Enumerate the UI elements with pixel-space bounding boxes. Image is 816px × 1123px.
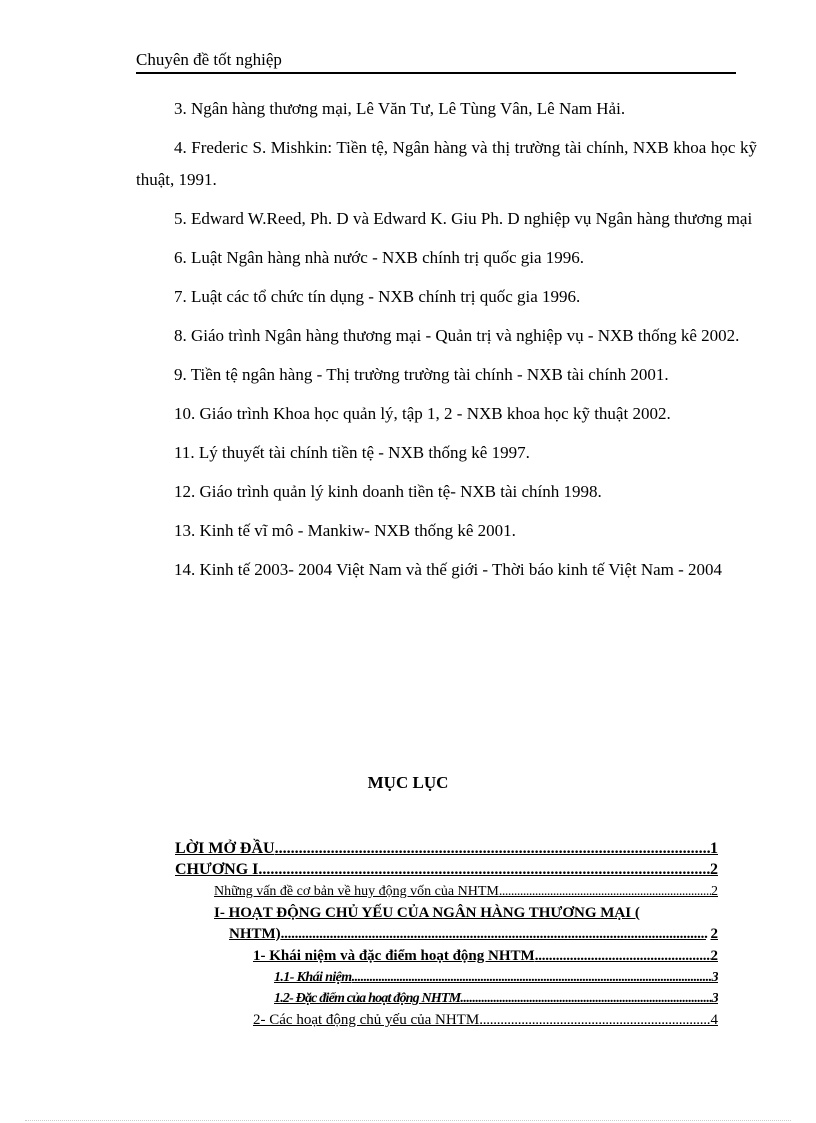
toc-entry[interactable] xyxy=(175,859,718,880)
reference-item: 6. Luật Ngân hàng nhà nước - NXB chính trị quốc gia 1996. xyxy=(174,248,585,267)
toc-entry-label: 1- Khái niệm và đặc điểm hoạt động NHTM xyxy=(253,948,535,964)
toc-entry-page: 1 xyxy=(710,840,718,857)
reference-list xyxy=(136,93,757,593)
reference-item: 5. Edward W.Reed, Ph. D và Edward K. Giu Ph. D nghiệp vụ Ngân hàng thương mại xyxy=(174,209,753,228)
toc-leader xyxy=(258,859,710,880)
reference-item: 12. Giáo trình quản lý kinh doanh tiền tệ- NXB tài chính 1998. xyxy=(174,482,602,501)
toc-entry-label: 1.2- Đặc điểm của hoạt động NHTM xyxy=(274,991,461,1006)
toc-leader xyxy=(460,988,711,1009)
reference-item: 10. Giáo trình Khoa học quản lý, tập 1, 2 - NXB khoa học kỹ thuật 2002. xyxy=(174,404,671,423)
reference-item: 4. Frederic S. Mishkin: Tiền tệ, Ngân hàng và thị trường tài chính, NXB khoa học kỹ thuật, 1991. xyxy=(136,138,757,189)
toc-entry[interactable] xyxy=(253,1010,718,1031)
toc-entry[interactable] xyxy=(214,881,718,902)
toc-entry-page: 2 xyxy=(710,861,718,878)
header-title: Chuyên đề tốt nghiệp xyxy=(136,50,282,69)
toc-entry[interactable] xyxy=(214,903,718,924)
toc-entry[interactable] xyxy=(253,946,718,967)
toc-leader xyxy=(535,946,711,967)
reference-item: 9. Tiền tệ ngân hàng - Thị trường trường tài chính - NXB tài chính 2001. xyxy=(174,365,669,384)
toc-leader xyxy=(499,881,711,902)
toc-leader xyxy=(275,838,710,859)
toc-entry-label: LỜI MỞ ĐẦU xyxy=(175,840,275,857)
page-bottom-divider xyxy=(25,1120,791,1121)
reference-item: 11. Lý thuyết tài chính tiền tệ - NXB thống kê 1997. xyxy=(174,443,530,462)
toc-entry-label: 2- Các hoạt động chủ yếu của NHTM xyxy=(253,1012,480,1028)
toc-entry-page: 2 xyxy=(710,926,718,942)
toc-leader xyxy=(352,967,712,988)
toc-title: MỤC LỤC xyxy=(367,773,449,792)
toc-entry-label: 1.1- Khái niệm xyxy=(274,970,352,985)
toc-leader xyxy=(281,924,711,945)
toc-entry-page: 3 xyxy=(711,970,718,985)
toc-entry-label: Những vấn đề cơ bản về huy động vốn của NHTM xyxy=(214,884,499,899)
toc-entry[interactable] xyxy=(274,967,718,988)
toc-entry-label: CHƯƠNG I xyxy=(175,861,259,878)
toc-leader xyxy=(479,1010,710,1031)
reference-item: 14. Kinh tế 2003- 2004 Việt Nam và thế giới - Thời báo kinh tế Việt Nam - 2004 xyxy=(174,560,723,579)
reference-item: 3. Ngân hàng thương mại, Lê Văn Tư, Lê Tùng Vân, Lê Nam Hải. xyxy=(174,99,626,118)
toc-entry[interactable] xyxy=(229,924,718,945)
toc-entry-page: 2 xyxy=(710,948,718,964)
toc-entry-page: 2 xyxy=(711,884,718,899)
toc-entry-label: NHTM) xyxy=(229,926,281,942)
toc-entry-page: 3 xyxy=(711,991,718,1006)
toc-entry[interactable] xyxy=(274,988,718,1009)
reference-item: 7. Luật các tổ chức tín dụng - NXB chính trị quốc gia 1996. xyxy=(174,287,581,306)
toc-entry-label: I- HOẠT ĐỘNG CHỦ YẾU CỦA NGÂN HÀNG THƯƠNG MẠI ( xyxy=(214,905,640,921)
toc-entry[interactable] xyxy=(175,838,718,859)
page-header xyxy=(136,49,736,74)
toc-entry-page: 4 xyxy=(710,1012,718,1028)
reference-item: 13. Kinh tế vĩ mô - Mankiw- NXB thống kê 2001. xyxy=(174,521,516,540)
reference-item: 8. Giáo trình Ngân hàng thương mại - Quản trị và nghiệp vụ - NXB thống kê 2002. xyxy=(174,326,740,345)
